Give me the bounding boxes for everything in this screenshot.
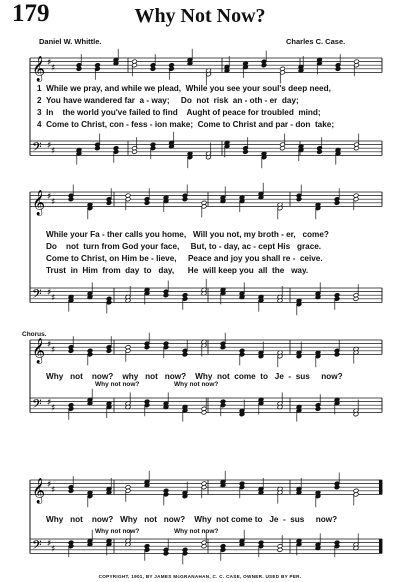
- bass-clef: 𝄢: [32, 396, 42, 415]
- verse-line: Do not turn from God your face, But, to - day, ac - cept His grace.: [46, 242, 322, 251]
- sharp-sign: ♯: [51, 345, 56, 356]
- sharp-sign: ♯: [47, 480, 52, 491]
- verse-line: While your Fa - ther calls you home, Will you not, my broth - er, come?: [46, 230, 329, 239]
- verse-line: 1 While we pray, and while we plead, While you see your soul's deep need,: [37, 84, 331, 93]
- sharp-sign: ♯: [47, 58, 52, 69]
- echo-lyric: Why not now?: [95, 381, 140, 388]
- sharp-sign: ♯: [47, 141, 52, 152]
- final-barline: [379, 480, 382, 494]
- echo-lyric: Why not now?: [95, 528, 140, 535]
- sharp-sign: ♯: [51, 485, 56, 496]
- sharp-sign: ♯: [47, 539, 52, 550]
- sharp-sign: ♯: [47, 288, 52, 299]
- verse-line: 3 In the world you've failed to find Aught of peace for troubled mind;: [37, 108, 321, 117]
- sharp-sign: ♯: [47, 398, 52, 409]
- music-credit: Charles C. Case.: [286, 37, 346, 46]
- copyright-notice: COPYRIGHT, 1901, BY JAMES McGRANAHAN, C. C. CASE, OWNER. USED BY PER.: [98, 574, 302, 579]
- bass-clef: 𝄢: [32, 286, 42, 305]
- chorus-label: Chorus.: [22, 331, 47, 338]
- verse-line: 4 Come to Christ, con - fess - ion make; Come to Christ and par - don take;: [37, 120, 335, 129]
- hymn-title: Why Not Now?: [134, 5, 266, 27]
- bass-clef: 𝄢: [32, 537, 42, 556]
- sharp-sign: ♯: [51, 197, 56, 208]
- treble-clef: 𝄞: [32, 478, 46, 504]
- sharp-sign: ♯: [47, 192, 52, 203]
- treble-clef: 𝄞: [32, 56, 46, 82]
- bass-clef: 𝄢: [32, 139, 42, 158]
- sharp-sign: ♯: [51, 544, 56, 555]
- chorus-lyric: Why not now? Why not now? Why not come to Je - sus now?: [46, 515, 338, 524]
- sharp-sign: ♯: [51, 293, 56, 304]
- sharp-sign: ♯: [51, 63, 56, 74]
- verse-line: 2 You have wandered far a - way; Do not risk an - oth - er day;: [37, 96, 299, 105]
- echo-lyric: Why not now?: [174, 381, 219, 388]
- sharp-sign: ♯: [47, 340, 52, 351]
- verse-line: Trust in Him from day to day, He will keep you all the way.: [46, 266, 309, 275]
- sharp-sign: ♯: [51, 146, 56, 157]
- treble-clef: 𝄞: [32, 190, 46, 216]
- words-credit: Daniel W. Whittle.: [39, 37, 102, 46]
- chorus-lyric: Why not now? why not now? Why not come to Je - sus now?: [46, 372, 343, 381]
- treble-clef: 𝄞: [32, 338, 46, 364]
- echo-lyric: Why not now?: [174, 528, 219, 535]
- final-barline: [379, 539, 382, 553]
- sharp-sign: ♯: [51, 403, 56, 414]
- hymn-number: 179: [12, 0, 50, 27]
- verse-line: Come to Christ, on Him be - lieve, Peace and joy you shall re - ceive.: [46, 254, 323, 263]
